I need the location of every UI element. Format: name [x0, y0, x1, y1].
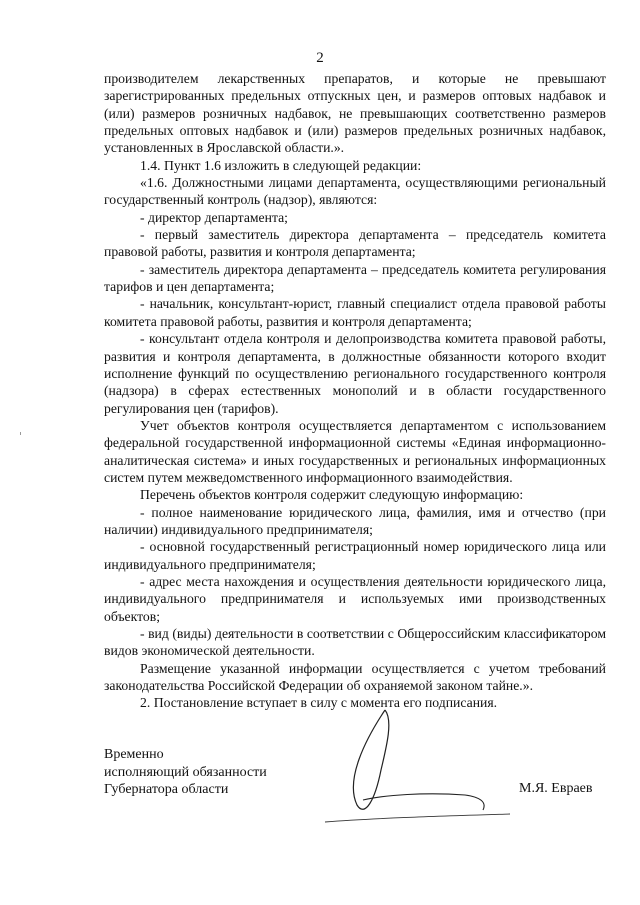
list-item: - основной государственный регистрационный номер юридического лица или индивидуального предпринимателя; [104, 539, 606, 572]
position-line: исполняющий обязанности [104, 764, 267, 780]
list-item: - первый заместитель директора департамента – председатель комитета правовой работы, развития и контроля департамента; [104, 227, 606, 260]
list-item: - заместитель директора департамента – председатель комитета регулирования тарифов и цен департамента; [104, 261, 606, 295]
scan-mark [20, 432, 21, 435]
list-item: - вид (виды) деятельности в соответствии с Общероссийским классификатором видов экономической деятельности. [104, 626, 606, 659]
list-item: - полное наименование юридического лица, фамилия, имя и отчество (при наличии) индивидуального предпринимателя; [104, 504, 606, 537]
signer-name: М.Я. Евраев [519, 781, 593, 796]
list-item: - начальник, консультант-юрист, главный специалист отдела правовой работы комитета правовой работы, развития и контроля департамента; [104, 296, 606, 329]
list-item: - директор департамента; [140, 209, 288, 225]
paragraph: Размещение указанной информации осуществляется с учетом требований законодательства Российской Федерации об охраняемой законом тайне.». [104, 660, 606, 694]
paragraph: 2. Постановление вступает в силу с момента его подписания. [140, 695, 498, 711]
list-item: - адрес места нахождения и осуществления деятельности юридического лица, индивидуального предпринимателя и используемых ими производственных объектов; [104, 573, 606, 624]
paragraph: «1.6. Должностными лицами департамента, осуществляющими региональный государственный контроль (надзор), являются: [104, 175, 606, 208]
paragraph: Учет объектов контроля осуществляется департаментом с использованием федеральной государственной информационной системы «Единая информационно-аналитическая система» и иных государственных и региональных информационных систем путем межведомственного информационного взаимодействия. [104, 417, 606, 485]
list-item: - консультант отдела контроля и делопроизводства комитета правовой работы, развития и контроля департамента, в должностные обязанности которого входит исполнение функций по осуществлению регионального государственного контроля (надзора) в сферах естественных монополий и в области государственного регулирования цен (тарифов). [104, 331, 606, 416]
signatory-position [104, 746, 267, 799]
handwritten-signature [315, 700, 515, 830]
page-number: 2 [316, 50, 324, 66]
position-line: Временно [104, 747, 164, 762]
document-body [104, 70, 606, 712]
position-line: Губернатора области [104, 782, 229, 797]
paragraph: производителем лекарственных препаратов, и которые не превышают зарегистрированных предельных отпускных цен, и размеров оптовых надбавок и (или) размеров розничных надбавок, не превышающих соответственно размеров предельных оптовых надбавок и (или) размеров предельных розничных надбавок, установленных в Ярославской области.». [104, 71, 606, 156]
paragraph: 1.4. Пункт 1.6 изложить в следующей редакции: [140, 157, 422, 173]
paragraph: Перечень объектов контроля содержит следующую информацию: [140, 487, 524, 503]
